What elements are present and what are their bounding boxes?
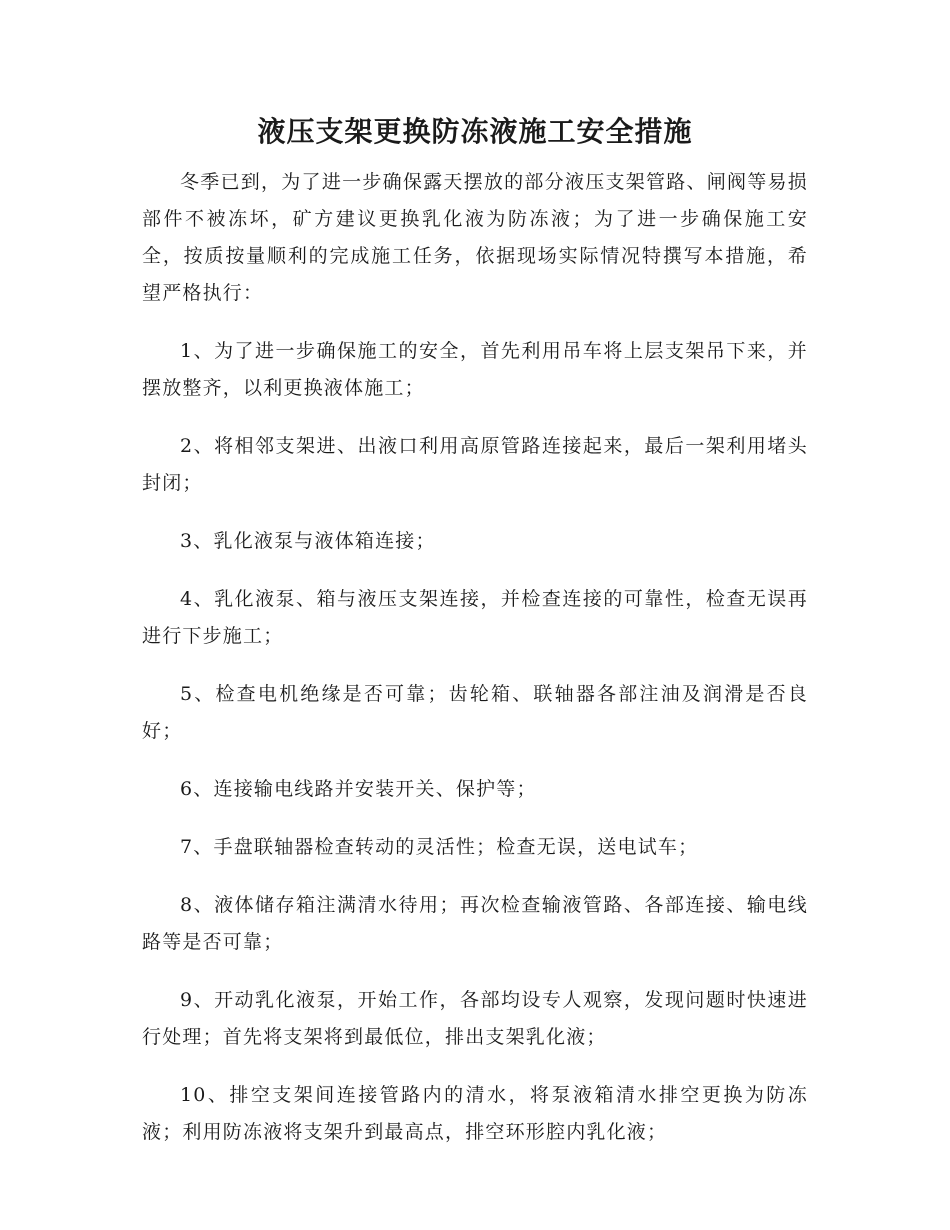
step-6-paragraph: 6、连接输电线路并安装开关、保护等； bbox=[180, 778, 537, 800]
step-7-paragraph: 7、手盘联轴器检查转动的灵活性；检查无误，送电试车； bbox=[180, 836, 699, 858]
step-1-paragraph: 1、为了进一步确保施工的安全，首先利用吊车将上层支架吊下来，并摆放整齐，以利更换液体施工； bbox=[142, 340, 808, 399]
intro-paragraph: 冬季已到，为了进一步确保露天摆放的部分液压支架管路、闸阀等易损部件不被冻坏，矿方建议更换乳化液为防冻液；为了进一步确保施工安全，按质按量顺利的完成施工任务，依据现场实际情况特撰写本措施，希望严格执行： bbox=[142, 171, 808, 304]
document-title: 液压支架更换防冻液施工安全措施 bbox=[257, 115, 693, 148]
step-8-paragraph: 8、液体储存箱注满清水待用；再次检查输液管路、各部连接、输电线路等是否可靠； bbox=[142, 894, 808, 953]
step-9-paragraph: 9、开动乳化液泵，开始工作，各部均设专人观察，发现问题时快速进行处理；首先将支架将到最低位，排出支架乳化液； bbox=[142, 989, 808, 1048]
step-5-paragraph: 5、检查电机绝缘是否可靠；齿轮箱、联轴器各部注油及润滑是否良好； bbox=[142, 683, 808, 742]
step-4-paragraph: 4、乳化液泵、箱与液压支架连接，并检查连接的可靠性，检查无误再进行下步施工； bbox=[142, 588, 808, 647]
document-body bbox=[142, 164, 808, 1172]
step-10-paragraph: 10、排空支架间连接管路内的清水，将泵液箱清水排空更换为防冻液；利用防冻液将支架升到最高点，排空环形腔内乳化液； bbox=[142, 1084, 808, 1143]
step-2-paragraph: 2、将相邻支架进、出液口利用高原管路连接起来，最后一架利用堵头封闭； bbox=[142, 435, 808, 494]
step-3-paragraph: 3、乳化液泵与液体箱连接； bbox=[180, 530, 436, 552]
